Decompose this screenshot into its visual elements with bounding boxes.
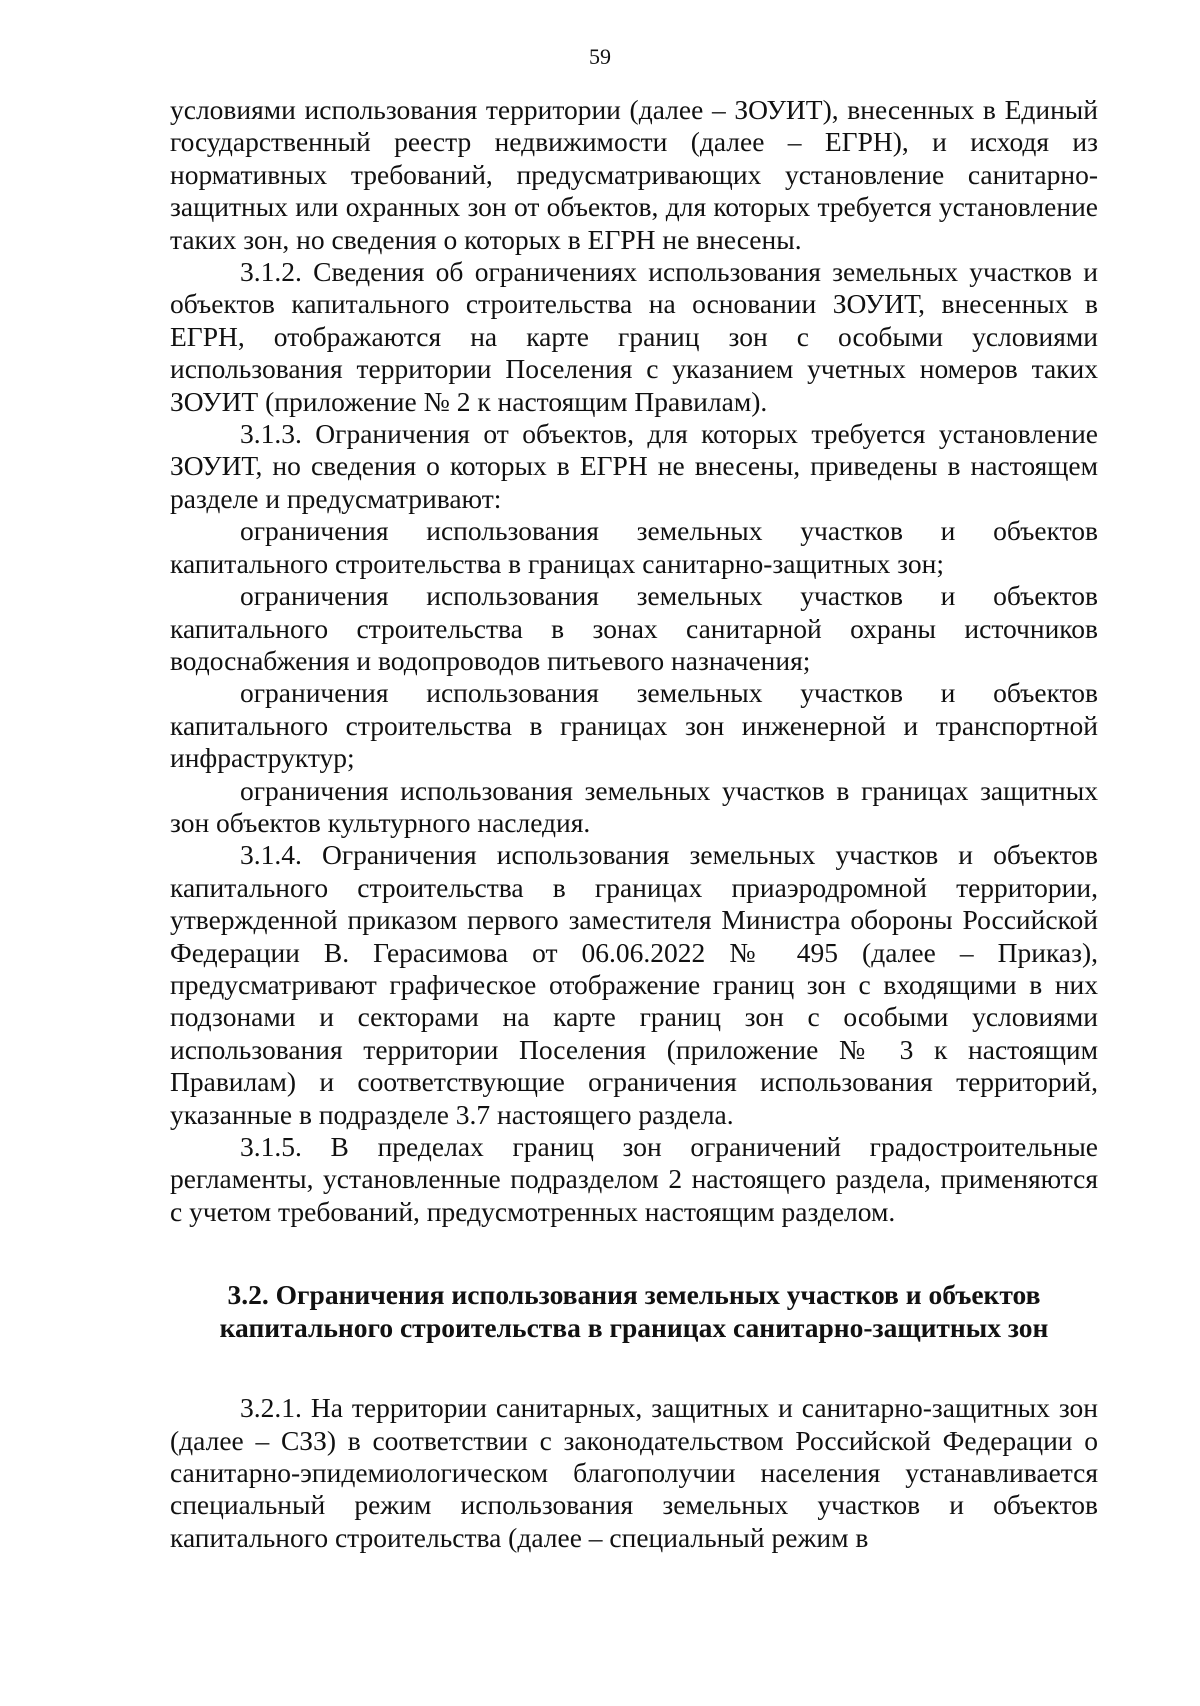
- list-item-cultural-heritage: ограничения использования земельных участков в границах защитных зон объектов культурного наследия.: [170, 774, 1098, 838]
- paragraph-3-1-5: 3.1.5. В пределах границ зон ограничений градостроительные регламенты, установленные подразделом 2 настоящего раздела, применяются с учетом требований, предусмотренных настоящим разделом.: [170, 1131, 1098, 1227]
- section-heading-line-2: капитального строительства в границах санитарно-защитных зон: [219, 1312, 1049, 1344]
- paragraph-3-1-2: 3.1.2. Сведения об ограничениях использования земельных участков и объектов капитального строительства на основании ЗОУИТ, внесенных в ЕГРН, отображаются на карте границ зон с особыми условиями использования территории Поселения с указанием учетных номеров таких ЗОУИТ (приложение № 2 к настоящим Правилам).: [170, 256, 1098, 417]
- list-item-infrastructure-zones: ограничения использования земельных участков и объектов капитального строительства в границах зон инженерной и транспортной инфраструктур;: [170, 677, 1098, 774]
- list-item-sanitary-zones: ограничения использования земельных участков и объектов капитального строительства в границах санитарно-защитных зон;: [170, 515, 1098, 579]
- paragraph-3-1-3: 3.1.3. Ограничения от объектов, для которых требуется установление ЗОУИТ, но сведения о которых в ЕГРН не внесены, приведены в настоящем разделе и предусматривают:: [170, 418, 1098, 514]
- paragraph-3-1-4: 3.1.4. Ограничения использования земельных участков и объектов капитального строительства в границах приаэродромной территории, утвержденной приказом первого заместителя Министра обороны Российской Федерации В. Герасимова от 06.06.2022 № 495 (далее – Приказ), предусматривают графическое отображение границ зон с входящими в них подзонами и секторами на карте границ зон с особыми условиями использования территории Поселения (приложение № 3 к настоящим Правилам) и соответствующие ограничения использования территорий, указанные в подразделе 3.7 настоящего раздела.: [170, 839, 1098, 1130]
- page-number: 59: [589, 44, 611, 69]
- paragraph-continuation: условиями использования территории (далее – ЗОУИТ), внесенных в Единый государственный реестр недвижимости (далее – ЕГРН), и исходя из нормативных требований, предусматривающих установление санитарно-защитных или охранных зон от объектов, для которых требуется установление таких зон, но сведения о которых в ЕГРН не внесены.: [170, 94, 1098, 255]
- document-body: [170, 94, 1098, 1554]
- section-heading-line-1: 3.2. Ограничения использования земельных участков и объектов: [227, 1279, 1041, 1311]
- list-item-water-protection: ограничения использования земельных участков и объектов капитального строительства в зонах санитарной охраны источников водоснабжения и водопроводов питьевого назначения;: [170, 580, 1098, 676]
- section-heading-3-2: [170, 1278, 1098, 1344]
- paragraph-3-2-1: 3.2.1. На территории санитарных, защитных и санитарно-защитных зон (далее – СЗЗ) в соответствии с законодательством Российской Федерации о санитарно-эпидемиологическом благополучии населения устанавливается специальный режим использования земельных участков и объектов капитального строительства (далее – специальный режим в: [170, 1392, 1098, 1553]
